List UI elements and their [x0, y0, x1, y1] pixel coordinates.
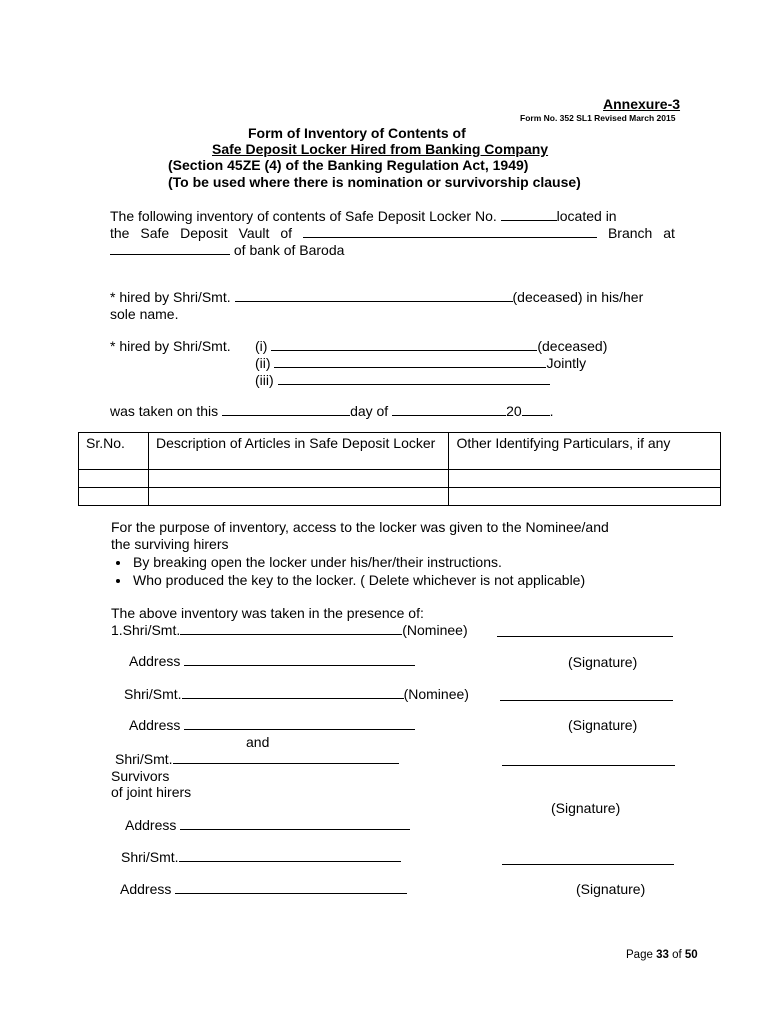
nominee-2-address-field[interactable]	[184, 717, 415, 730]
survivor-1-row	[115, 751, 399, 768]
nominee-1-row	[111, 622, 468, 639]
shri-label: Shri/Smt.	[115, 751, 173, 767]
title-line-3: (Section 45ZE (4) of the Banking Regulation Act, 1949)	[168, 157, 529, 173]
survivor-2-address-field[interactable]	[175, 881, 407, 894]
intro-word: Deposit	[180, 225, 228, 241]
survivor-2-signature-field[interactable]	[502, 864, 674, 865]
hired-sole-line	[110, 289, 643, 306]
shri-label: Shri/Smt.	[124, 686, 182, 702]
title-line-1: Form of Inventory of Contents of	[248, 125, 466, 141]
access-line-2: the surviving hirers	[111, 536, 229, 552]
deceased-label: (deceased)	[537, 338, 608, 354]
access-line-1: For the purpose of inventory, access to the locker was given to the Nominee/and	[111, 519, 609, 535]
inventory-table	[78, 432, 721, 506]
joint-roman-iii: (iii)	[255, 372, 274, 388]
nominee-2-signature-label: (Signature)	[568, 717, 638, 733]
sole-name-text: sole name.	[110, 306, 179, 322]
date-year-field[interactable]	[522, 403, 550, 416]
intro-text-c: of bank of Baroda	[233, 242, 345, 258]
nominee-1-name-field[interactable]	[180, 622, 402, 635]
intro-word: at	[663, 225, 675, 241]
jointly-label: Jointly	[546, 355, 587, 371]
page-prefix: Page	[626, 949, 653, 961]
branch-location-field[interactable]	[110, 242, 230, 255]
table-row	[79, 488, 721, 506]
nominee-1-signature-label: (Signature)	[568, 654, 638, 670]
table-cell[interactable]	[148, 488, 448, 506]
nominee-2-address-row	[129, 717, 415, 734]
annexure-label: Annexure-3	[603, 96, 681, 112]
nominee-2-name-field[interactable]	[182, 686, 404, 699]
list-item: • Who produced the key to the locker. ( Delete whichever is not applicable)	[131, 571, 585, 589]
intro-line-3	[110, 242, 344, 259]
taken-on-line	[110, 403, 554, 420]
survivor-1-signature-label: (Signature)	[551, 800, 621, 816]
access-options-list	[111, 553, 585, 589]
survivor-2-name-field[interactable]	[179, 849, 401, 862]
intro-word: the	[110, 225, 130, 241]
survivor-2-address-row	[120, 881, 407, 898]
taken-on-text: was taken on this	[110, 403, 219, 419]
sole-hirer-name-field[interactable]	[235, 289, 513, 302]
table-row	[79, 470, 721, 488]
title-line-4: (To be used where there is nomination or survivorship clause)	[168, 174, 581, 190]
survivor-1-signature-field[interactable]	[502, 765, 675, 766]
address-label: Address	[125, 817, 177, 833]
table-cell[interactable]	[449, 470, 721, 488]
header-sr-no: Sr.No.	[79, 433, 149, 470]
day-of-text: day of	[350, 403, 389, 419]
survivor-1-address-field[interactable]	[180, 817, 410, 830]
vault-name-field[interactable]	[303, 225, 597, 238]
survivor-2-signature-label: (Signature)	[576, 881, 646, 897]
nominee-1-label: 1.Shri/Smt.	[111, 622, 181, 638]
page-number	[626, 947, 698, 964]
survivors-label: Survivors	[111, 768, 170, 784]
joint-hirer-2-row	[255, 355, 586, 372]
period: .	[549, 403, 554, 419]
shri-label: Shri/Smt.	[121, 849, 179, 865]
intro-word: Branch	[607, 225, 653, 241]
intro-word: Safe	[140, 225, 170, 241]
survivor-2-row	[121, 849, 401, 866]
nominee-1-address-row	[129, 653, 415, 670]
address-label: Address	[129, 717, 181, 733]
nominee-label: (Nominee)	[402, 622, 468, 638]
intro-text-a: The following inventory of contents of Safe Deposit Locker No.	[110, 208, 497, 224]
nominee-1-signature-field[interactable]	[497, 636, 673, 637]
joint-hirer-1-field[interactable]	[271, 338, 537, 351]
date-month-field[interactable]	[392, 403, 506, 416]
form-number: Form No. 352 SL1 Revised March 2015	[520, 113, 676, 123]
hired-sole-suffix: (deceased) in his/her	[512, 289, 644, 305]
table-header-row	[79, 433, 721, 470]
title-line-2: Safe Deposit Locker Hired from Banking Company	[212, 141, 549, 157]
date-day-field[interactable]	[222, 403, 350, 416]
joint-hirer-3-row	[255, 372, 550, 389]
locker-number-field[interactable]	[501, 208, 557, 221]
joint-hirer-2-field[interactable]	[274, 355, 546, 368]
intro-line-2	[110, 225, 675, 242]
total-pages: 50	[684, 949, 698, 961]
address-label: Address	[129, 653, 181, 669]
year-prefix: 20	[506, 403, 522, 419]
current-page: 33	[656, 949, 669, 961]
table-cell[interactable]	[79, 488, 149, 506]
joint-hirer-3-field[interactable]	[278, 372, 550, 385]
joint-roman-ii: (ii)	[255, 355, 271, 371]
nominee-2-signature-field[interactable]	[500, 700, 673, 701]
presence-intro: The above inventory was taken in the presence of:	[111, 605, 424, 621]
intro-word: of	[280, 225, 293, 241]
nominee-1-address-field[interactable]	[184, 653, 415, 666]
table-cell[interactable]	[449, 488, 721, 506]
hired-sole-label: * hired by Shri/Smt.	[110, 289, 231, 305]
joint-roman-i: (i)	[255, 338, 268, 354]
survivor-1-name-field[interactable]	[173, 751, 399, 764]
header-particulars: Other Identifying Particulars, if any	[449, 433, 721, 470]
hired-joint-label: * hired by Shri/Smt.	[110, 338, 231, 354]
nominee-label: (Nominee)	[403, 686, 469, 702]
list-item: • By breaking open the locker under his/her/their instructions.	[131, 553, 585, 571]
survivor-1-address-row	[125, 817, 410, 834]
address-label: Address	[120, 881, 172, 897]
intro-line-1	[110, 208, 617, 225]
nominee-2-row	[124, 686, 469, 703]
joint-hirers-label: of joint hirers	[111, 784, 192, 800]
intro-text-b: located in	[556, 208, 617, 224]
table-cell[interactable]	[79, 470, 149, 488]
joint-hirer-1-row	[255, 338, 607, 355]
page-of: of	[672, 949, 682, 961]
and-text: and	[246, 734, 270, 750]
header-description: Description of Articles in Safe Deposit Locker	[148, 433, 448, 470]
table-cell[interactable]	[148, 470, 448, 488]
intro-word: Vault	[238, 225, 270, 241]
